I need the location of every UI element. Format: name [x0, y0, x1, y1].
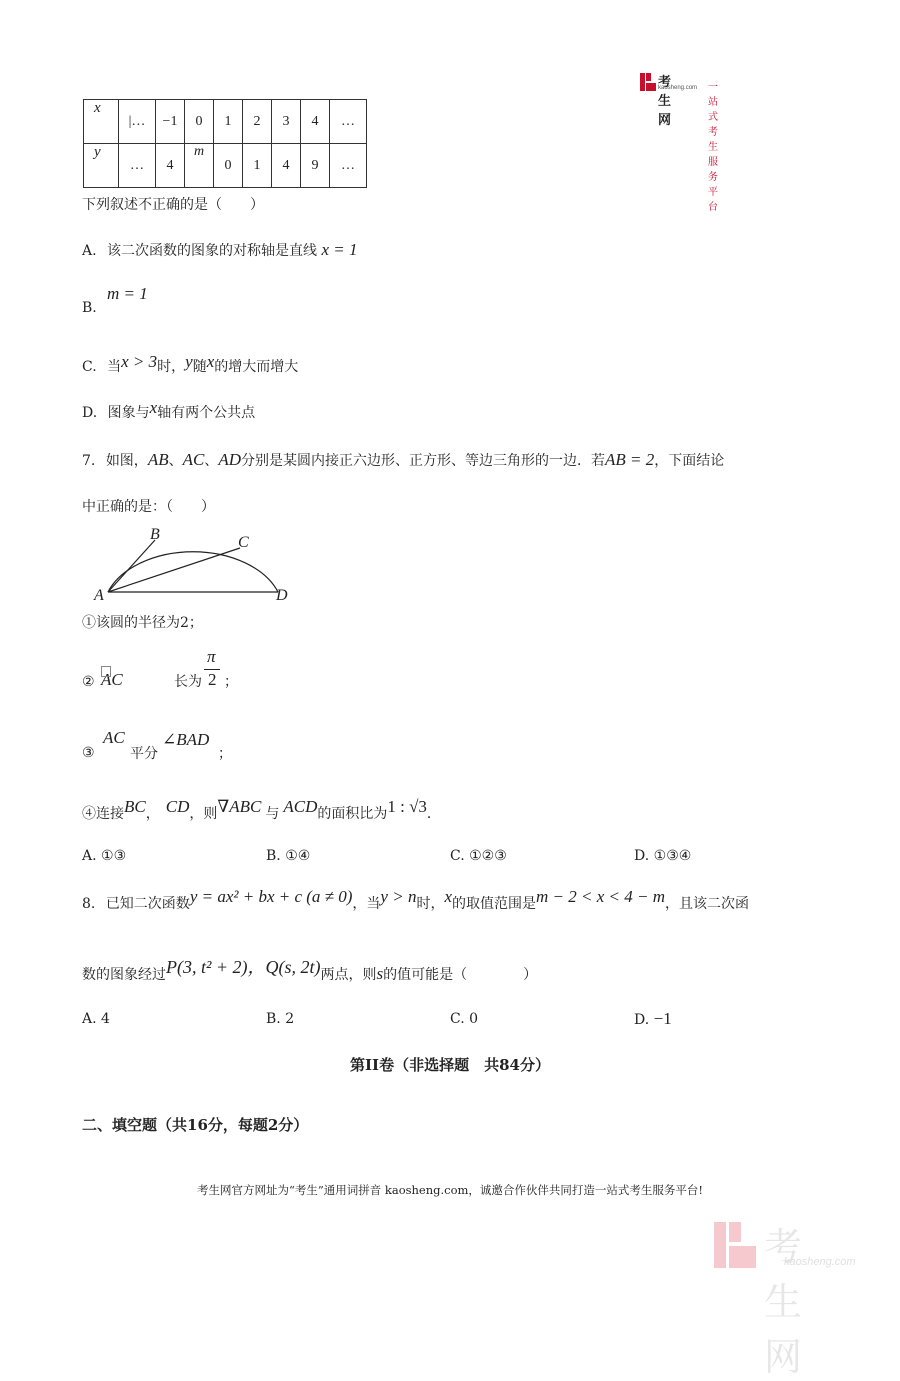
stem-text: 、 [168, 453, 183, 469]
footer-text: 考生网官方网址为“考生”通用词拼音 kaosheng.com，诚邀合作伙伴共同打造一站式考生服务平台! [196, 1183, 704, 1197]
table-cell: 4 [272, 144, 301, 188]
option-text: 随 [192, 359, 207, 375]
option-value: ①③ [101, 848, 127, 864]
table-y-label: y [84, 144, 119, 188]
q8-option-d [634, 1009, 672, 1030]
q7-statement-3-math2: ∠BAD [162, 730, 210, 749]
statement-num: ④ [82, 806, 96, 822]
q7-stem-line1 [82, 450, 724, 471]
option-label: D. [634, 1012, 650, 1028]
option-text: 图象与 [107, 405, 150, 421]
q8-option-c [450, 1009, 478, 1029]
option-label: D. [634, 848, 650, 864]
stem-text: 的取值范围是 [452, 896, 536, 912]
option-label: D. [82, 405, 98, 421]
option-label: A. [82, 1011, 97, 1027]
watermark-text: 考生网 [764, 1227, 803, 1379]
arc-symbol [101, 666, 111, 677]
table-cell: 4 [156, 144, 185, 188]
q7-statement-3-end: ； [218, 746, 232, 762]
option-value: ①②③ [469, 848, 507, 864]
logo-sub: kaosheng.com [658, 85, 698, 91]
stem-math: AC [182, 450, 205, 469]
q7-statement-2-arc: AC [101, 670, 123, 689]
option-label: C. [82, 359, 97, 375]
frac-denominator: 2 [208, 670, 217, 689]
stem-math: AB [147, 450, 169, 469]
stem-math: AD [218, 450, 241, 469]
stem-text: 分别是某圆内接正六边形、正方形、等边三角形的一边．若 [241, 453, 605, 469]
option-value: 2 [285, 1011, 295, 1027]
option-math: x [149, 398, 158, 417]
statement-text: ． [426, 806, 441, 822]
q7-option-c [450, 846, 507, 866]
table-cell: 2 [243, 100, 272, 144]
stem-math: y = ax² + bx + c (a ≠ 0) [189, 887, 353, 906]
value-table [83, 99, 367, 188]
table-cell: … [330, 144, 367, 188]
table-cell: 1 [214, 100, 243, 144]
q7-figure [90, 522, 295, 604]
statement-text: ， [145, 806, 160, 822]
option-label: A. [82, 243, 97, 259]
watermark-logo-icon [714, 1222, 756, 1268]
watermark-sub: kaosheng.com [784, 1256, 856, 1268]
stem-text: 的值可能是（ ） [383, 967, 538, 983]
option-text: 当 [107, 359, 122, 375]
header-slogan: 一站式考生服务平台 [708, 82, 718, 213]
stem-text: 时， [416, 896, 445, 912]
logo-icon [640, 73, 656, 91]
option-text: 的增大而增大 [214, 359, 299, 375]
q7-option-d [634, 846, 691, 866]
logo-text: 考生网 [658, 74, 672, 127]
q6-option-b-math: m = 1 [107, 284, 148, 303]
table-cell: 0 [214, 144, 243, 188]
statement-math: BC [124, 797, 146, 816]
question-number: 8. [82, 896, 96, 912]
q7-option-a [82, 846, 126, 866]
option-label: B. [266, 1011, 281, 1027]
q7-statement-3-math1: AC [103, 728, 125, 747]
option-text: 该二次函数的图象的对称轴是直线 [107, 243, 318, 259]
stem-text: 已知二次函数 [105, 896, 190, 912]
semicircle-arc [108, 552, 278, 592]
statement-math: 1 : √3 [387, 797, 427, 816]
q7-statement-3-num: ③ [82, 745, 95, 761]
q8-stem-line1 [82, 887, 749, 914]
stem-math: m − 2 < x < 4 − m [536, 887, 665, 906]
option-value: −1 [653, 1009, 672, 1028]
table-cell: … [330, 100, 367, 144]
table-cell: 1 [243, 144, 272, 188]
stem-text: 如图， [105, 453, 148, 469]
statement-math: CD [165, 797, 190, 816]
q7-statement-2-end: ； [224, 674, 238, 690]
statement-math: ∇ABC [217, 797, 262, 816]
table-cell: 0 [185, 100, 214, 144]
statement-text: 与 [265, 806, 280, 822]
q8-stem-line2 [82, 957, 538, 985]
table-row-y [84, 144, 367, 188]
option-math: x > 3 [121, 352, 158, 371]
option-value: 4 [101, 1011, 110, 1027]
statement-text: 的面积比为 [317, 806, 388, 822]
q7-option-b [266, 846, 310, 866]
table-cell: −1 [156, 100, 185, 144]
table-row-x [84, 100, 367, 144]
table-cell: 4 [301, 100, 330, 144]
label-b: B [150, 526, 160, 543]
option-text: 时， [157, 359, 186, 375]
table-x-label: x [84, 100, 119, 144]
q6-stem: 下列叙述不正确的是（ ） [82, 197, 264, 213]
q8-option-a [82, 1009, 110, 1029]
statement-text: 连接 [96, 806, 124, 822]
q7-statement-1: ①该圆的半径为2； [82, 615, 203, 631]
stem-math: s [376, 964, 384, 983]
q7-statement-3-text: 平分 [130, 746, 158, 762]
stem-math: P(3, t² + 2)，Q(s, 2t) [166, 957, 321, 977]
statement-math: ACD [283, 797, 318, 816]
stem-math: y > n [380, 887, 417, 906]
option-math: y [185, 352, 193, 371]
part2-title: 二、填空题（共16分，每题2分） [82, 1116, 309, 1134]
option-label: B. [266, 848, 281, 864]
option-math: x [206, 352, 215, 371]
table-cell: … [119, 144, 156, 188]
label-d: D [276, 587, 288, 604]
q8-option-b [266, 1009, 294, 1029]
option-value: 0 [469, 1011, 479, 1027]
q6-option-c [82, 352, 299, 377]
option-label: C. [450, 1011, 465, 1027]
table-cell: 9 [301, 144, 330, 188]
label-a: A [94, 587, 104, 604]
stem-text: ，下面结论 [654, 453, 725, 469]
section-title: 第II卷（非选择题 共84分） [350, 1056, 550, 1074]
option-label: C. [450, 848, 465, 864]
option-value: ①④ [285, 848, 311, 864]
stem-text: ，当 [352, 896, 381, 912]
stem-text: ，且该二次函 [665, 896, 749, 912]
label-c: C [238, 534, 249, 551]
frac-numerator: π [207, 647, 216, 666]
q7-statement-4 [82, 797, 441, 824]
q6-option-d [82, 398, 256, 423]
stem-text: 、 [204, 453, 219, 469]
option-value: ①③④ [653, 848, 692, 864]
q6-option-a [82, 240, 358, 261]
table-cell: 3 [272, 100, 301, 144]
stem-text: 两点，则 [320, 967, 377, 983]
option-label: A. [82, 848, 97, 864]
question-number: 7. [82, 453, 96, 469]
option-math: x = 1 [321, 240, 358, 259]
q7-stem-line2: 中正确的是：（ ） [82, 499, 215, 515]
table-cell: |… [119, 100, 156, 144]
option-text: 轴有两个公共点 [157, 405, 256, 421]
q6-option-b-label: B. [82, 300, 97, 316]
stem-text: 数的图象经过 [82, 967, 166, 983]
table-cell: m [185, 144, 214, 188]
q7-statement-2-text: 长为 [174, 674, 202, 690]
q7-statement-2-num: ② [82, 674, 95, 690]
stem-math: x [444, 887, 452, 906]
stem-math: AB = 2 [605, 450, 655, 469]
statement-text: ，则 [189, 806, 218, 822]
